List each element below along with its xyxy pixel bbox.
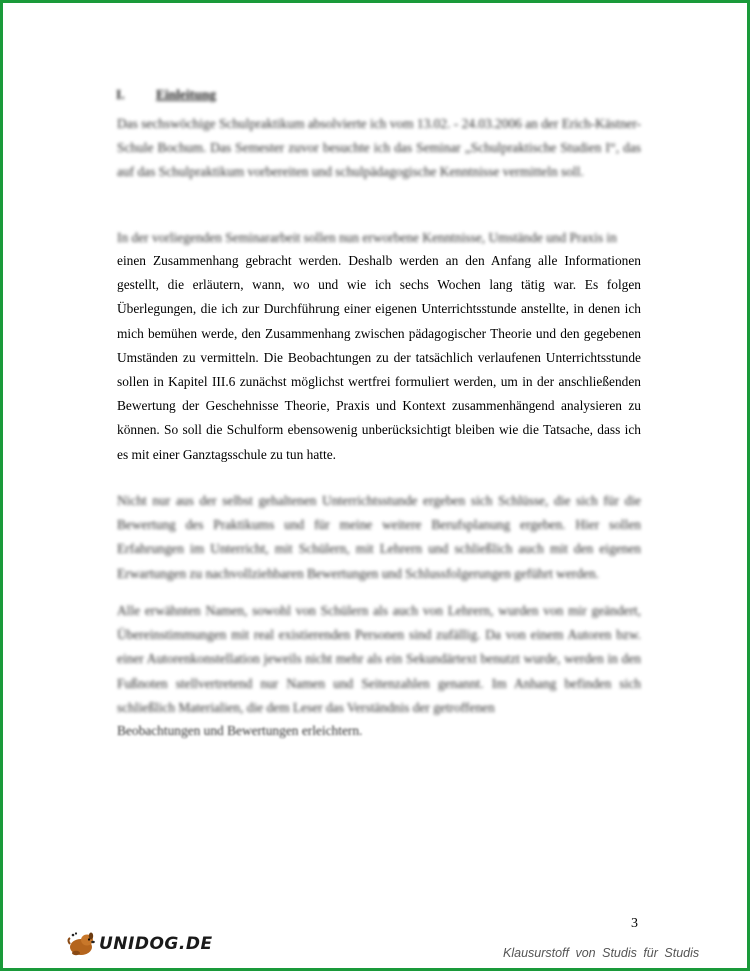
page-number: 3 (631, 916, 638, 931)
section-title: Einleitung (156, 87, 217, 102)
paragraph-intro: Das sechswöchige Schulpraktikum absolvierte ich vom 13.02. - 24.03.2006 an der Erich-Kästner-Schule Bochum. Das Semester zuvor besuchte ich das Seminar „Schulpraktische Studien I“, das auf das Schulpraktikum vorbereiten und schulpädagogische Kenntnisse vermitteln soll. (117, 116, 641, 180)
section-heading (116, 87, 216, 103)
brand-name: UNIDOG.DE (99, 934, 213, 954)
paragraph-names: Alle erwähnten Namen, sowohl von Schülern als auch von Lehrern, wurden von mir geändert, Übereinstimmungen mit real existierenden Personen sind zufällig. Da von einem Autoren bzw. einer Autorenkonstellation jeweils nicht mehr als ein Sekundärtext benutzt wurde, werden in den Fußnoten stellvertretend nur Namen und Seitenzahlen genannt. Im Anhang befinden sich schließlich Materialien, die dem Leser das Verständnis der getroffenen (117, 603, 641, 715)
paragraph-names-last-line: Beobachtungen und Bewertungen erleichtern. (117, 723, 363, 738)
dog-mascot-icon (67, 931, 97, 957)
paragraph-blurred-line: In der vorliegenden Seminararbeit sollen nun erworbene Kenntnisse, Umstände und Praxis in (117, 230, 617, 245)
section-number: I. (116, 87, 125, 102)
footer-logo[interactable] (67, 931, 213, 957)
footer-tagline: Klausurstoff von Studis für Studis (503, 946, 700, 960)
paragraph-visible: einen Zusammenhang gebracht werden. Deshalb werden an den Anfang alle Informationen gestellt, die erläutern, wann, wo und wie ich sechs Wochen lang tätig war. Es folgen Überlegungen, die ich zur Durchführung einer eigenen Unterrichtsstunde anstellte, in denen ich mich bemühen werde, den Zusammenhang zwischen pädagogischer Theorie und den gegebenen Umständen zu vermitteln. Die Beobachtungen zu der tatsächlich verlaufenen Unterrichtsstunde sollen in Kapitel III.6 zunächst möglichst wertfrei formuliert werden, um in der anschließenden Bewertung der Geschehnisse Theorie, Praxis und Kontext zusammenhängend analysieren zu können. So soll die Schulform ebensowenig unberücksichtigt bleiben wie die Tatsache, dass ich es mit einer Ganztagsschule zu tun hatte. (117, 253, 641, 462)
paragraph-conclusions: Nicht nur aus der selbst gehaltenen Unterrichtsstunde ergeben sich Schlüsse, die sich für die Bewertung des Praktikums und für meine weitere Berufsplanung ergeben. Hier sollen Erfahrungen im Unterricht, mit Schülern, mit Lehrern und schließlich auch mit den eigenen Erwartungen zu nachvollziehbaren Bewertungen und Schlussfolgerungen geführt werden. (117, 493, 641, 581)
